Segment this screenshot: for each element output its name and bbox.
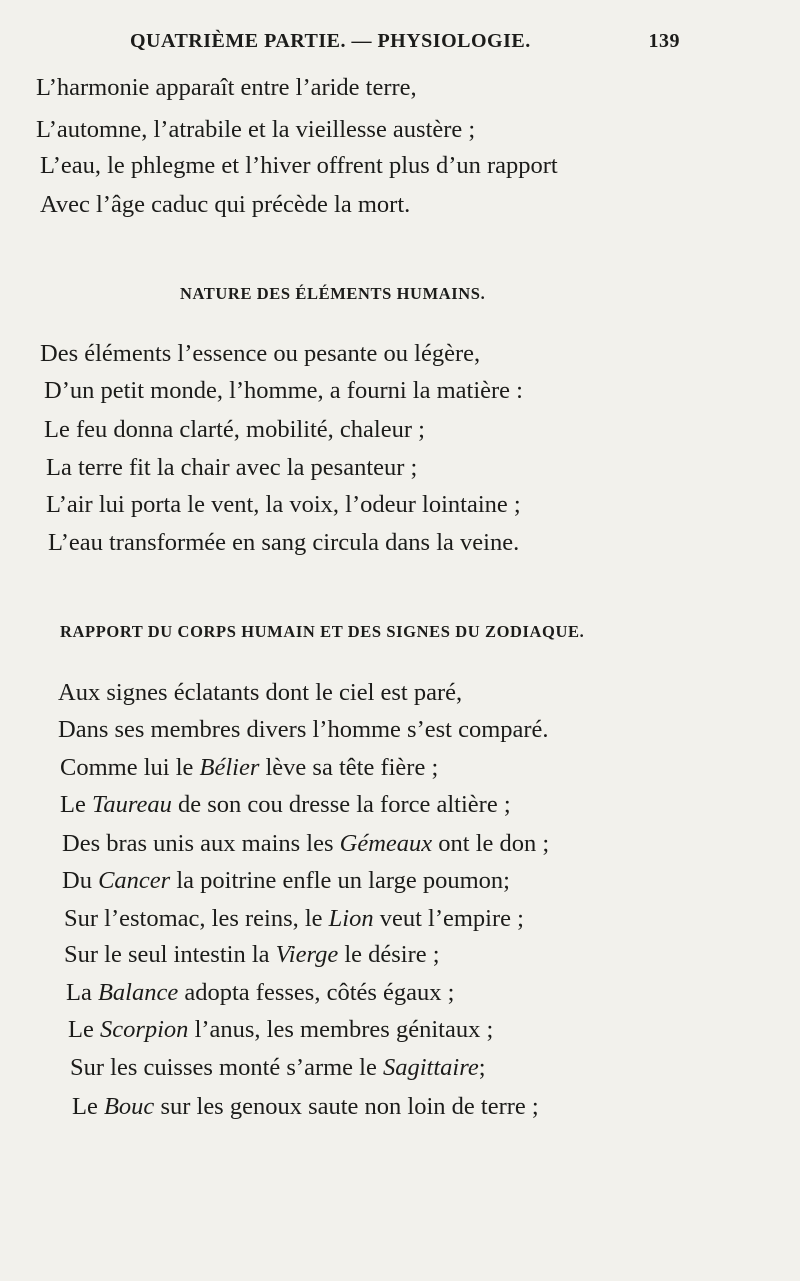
running-header (130, 30, 680, 54)
verse-line: L’automne, l’atrabile et la vieillesse austère ; (36, 116, 476, 143)
verse-line: Sur les cuisses monté s’arme le Sagittaire; (70, 1054, 486, 1081)
verse-line: La terre fit la chair avec la pesanteur ; (46, 454, 418, 481)
verse-line: L’harmonie apparaît entre l’aride terre, (36, 74, 417, 101)
section-heading: RAPPORT DU CORPS HUMAIN ET DES SIGNES DU ZODIAQUE. (60, 622, 585, 641)
verse-line: L’eau transformée en sang circula dans la veine. (48, 529, 520, 556)
section-heading: NATURE DES ÉLÉMENTS HUMAINS. (180, 284, 486, 303)
zodiac-sign: Taureau (91, 791, 172, 818)
zodiac-sign: Gémeaux (339, 830, 433, 857)
verse-line: La Balance adopta fesses, côtés égaux ; (66, 979, 455, 1006)
running-title: QUATRIÈME PARTIE. — PHYSIOLOGIE. (130, 30, 531, 52)
verse-line: Le Taureau de son cou dresse la force altière ; (60, 791, 511, 818)
verse-line: Sur le seul intestin la Vierge le désire ; (64, 941, 440, 968)
verse-line: Du Cancer la poitrine enfle un large poumon; (62, 867, 510, 894)
zodiac-sign: Lion (328, 905, 374, 932)
verse-line: L’air lui porta le vent, la voix, l’odeur lointaine ; (46, 491, 521, 518)
verse-line: Comme lui le Bélier lève sa tête fière ; (60, 754, 439, 781)
verse-line: Dans ses membres divers l’homme s’est comparé. (58, 716, 549, 743)
zodiac-sign: Balance (97, 979, 179, 1006)
verse-line: Le Bouc sur les genoux saute non loin de terre ; (72, 1093, 539, 1120)
page-number: 139 (648, 30, 680, 52)
verse-line: Des bras unis aux mains les Gémeaux ont le don ; (62, 830, 550, 857)
zodiac-sign: Vierge (275, 941, 339, 968)
zodiac-sign: Bouc (103, 1093, 155, 1120)
verse-line: Le feu donna clarté, mobilité, chaleur ; (44, 416, 425, 443)
verse-line: L’eau, le phlegme et l’hiver offrent plus d’un rapport (40, 152, 558, 179)
verse-line: Le Scorpion l’anus, les membres génitaux ; (68, 1016, 494, 1043)
zodiac-sign: Cancer (98, 867, 171, 894)
zodiac-sign: Scorpion (99, 1016, 189, 1043)
verse-line: Des éléments l’essence ou pesante ou légère, (40, 340, 481, 367)
zodiac-sign: Bélier (199, 754, 260, 781)
verse-line: Sur l’estomac, les reins, le Lion veut l’empire ; (64, 905, 524, 932)
verse-line: Avec l’âge caduc qui précède la mort. (40, 191, 411, 218)
verse-line: D’un petit monde, l’homme, a fourni la matière : (44, 377, 523, 404)
verse-line: Aux signes éclatants dont le ciel est paré, (58, 679, 463, 706)
zodiac-sign: Sagittaire (383, 1054, 479, 1081)
